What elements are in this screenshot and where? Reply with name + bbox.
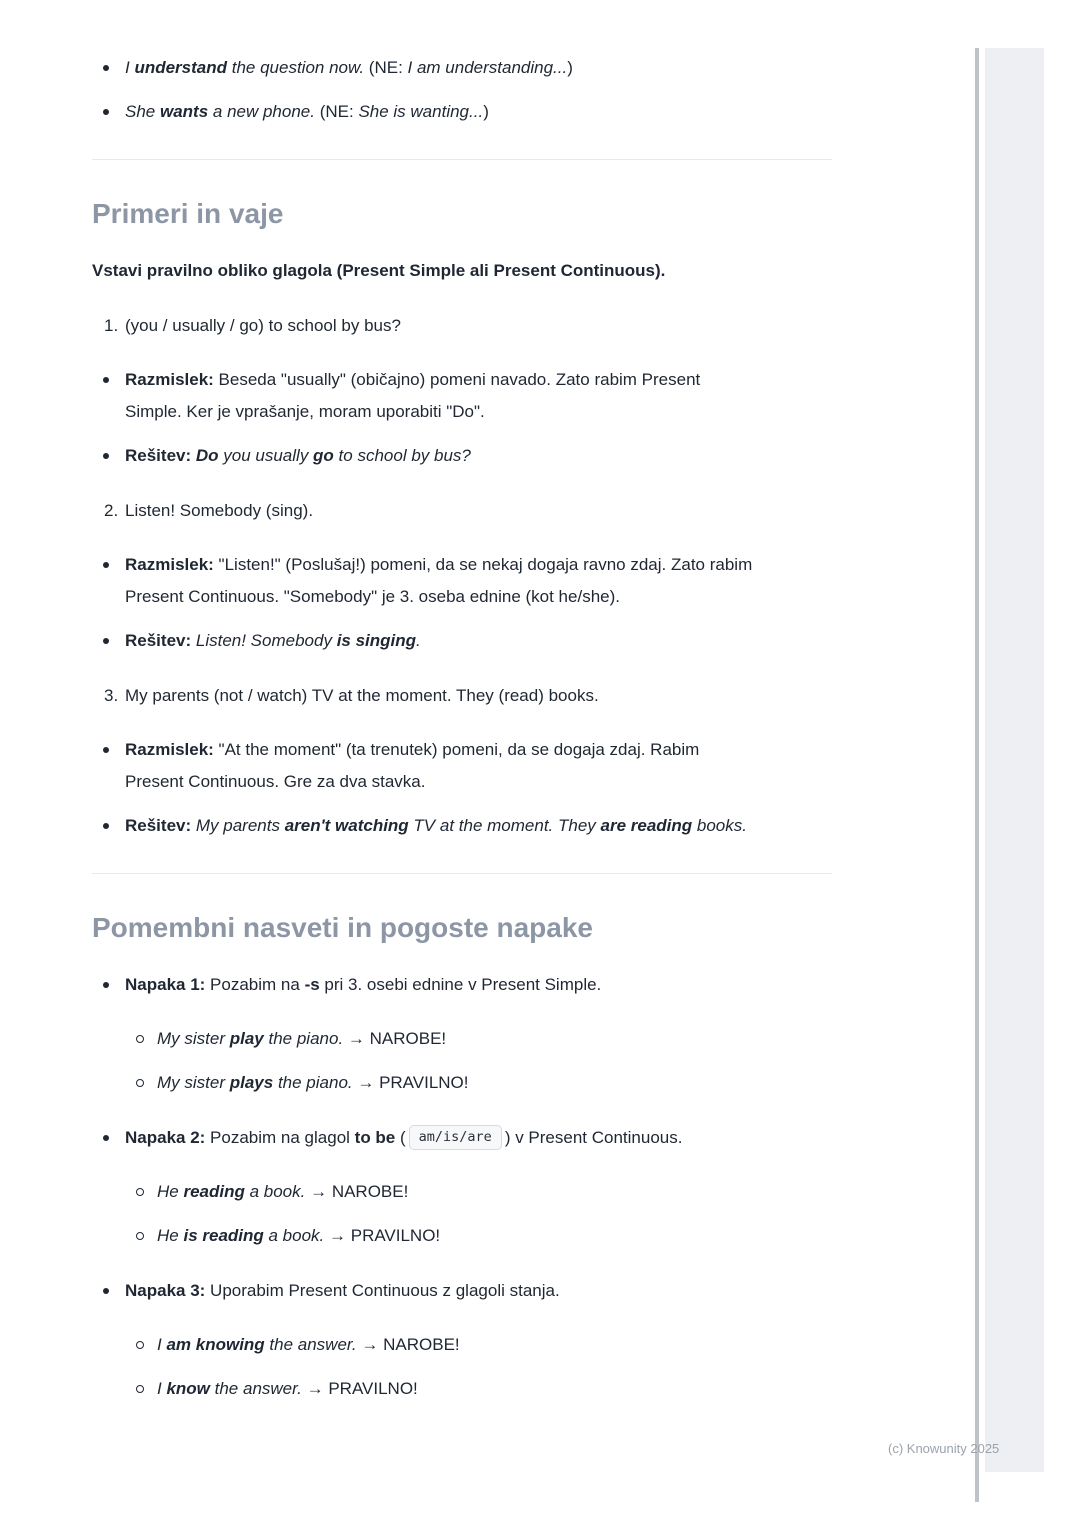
resitev-text xyxy=(125,625,757,657)
text-run: He xyxy=(157,1226,184,1245)
text-run: plays xyxy=(229,1073,274,1092)
exercise-number: 1. xyxy=(104,316,119,335)
circle-bullet-icon xyxy=(136,1067,157,1099)
razmislek-text xyxy=(125,549,757,613)
list-item xyxy=(92,1275,832,1307)
list-item xyxy=(92,969,832,1001)
text-run: -s xyxy=(304,975,320,994)
text-run: the piano. xyxy=(273,1073,353,1092)
text-run: Napaka 1: xyxy=(125,975,206,994)
text-run: I am understanding... xyxy=(407,58,568,77)
text-run: a book. xyxy=(244,1182,306,1201)
text-run: Beseda "usually" (običajno) pomeni navado. Zato rabim Present Simple. Ker je vprašanje, moram uporabiti "Do". xyxy=(125,370,701,421)
list-item xyxy=(92,1122,832,1154)
text-run: Rešitev: xyxy=(125,631,192,650)
bullet-icon xyxy=(103,549,125,613)
razmislek-text xyxy=(125,364,757,428)
text-run: Napaka 2: xyxy=(125,1128,206,1147)
list-item xyxy=(92,625,832,657)
bullet-icon xyxy=(103,52,125,84)
list-item xyxy=(92,1176,832,1208)
correct-example xyxy=(157,1373,789,1405)
list-item xyxy=(92,810,832,842)
circle-bullet-icon xyxy=(136,1329,157,1361)
scrollbar-thumb[interactable] xyxy=(975,48,979,1502)
text-run: Pozabim na xyxy=(205,975,305,994)
text-run: the question now. xyxy=(227,58,365,77)
document-content xyxy=(92,52,832,1405)
text-run: to be xyxy=(354,1128,396,1147)
exercise-number: 2. xyxy=(104,501,119,520)
mistake-example-list xyxy=(92,1329,832,1405)
mistake-example-list xyxy=(92,1023,832,1099)
exercise-item xyxy=(92,310,832,472)
text-run: is reading xyxy=(183,1226,264,1245)
text-run: Uporabim Present Continuous z glagoli stanja. xyxy=(205,1281,560,1300)
text-run: Rešitev: xyxy=(125,446,192,465)
text-run: the answer. xyxy=(264,1335,357,1354)
mistake-list xyxy=(92,969,832,1405)
text-run: She is wanting... xyxy=(358,102,484,121)
bullet-icon xyxy=(103,734,125,798)
text-run: ) xyxy=(483,102,489,121)
exercise-question xyxy=(125,310,832,342)
text-run: → NAROBE! xyxy=(356,1335,460,1354)
text-run: is singing xyxy=(336,631,417,650)
razmislek-text xyxy=(125,734,757,798)
text-run: My sister xyxy=(157,1029,230,1048)
text-run: My parents (not / watch) TV at the moment. They (read) books. xyxy=(125,686,599,705)
mistake-label xyxy=(125,1122,832,1154)
bullet-icon xyxy=(103,625,125,657)
text-run: (you / usually / go) to school by bus? xyxy=(125,316,401,335)
list-item xyxy=(92,549,832,613)
text-run: books. xyxy=(692,816,747,835)
text-run: → PRAVILNO! xyxy=(352,1073,469,1092)
text-run: understand xyxy=(134,58,228,77)
text-run: TV at the moment. They xyxy=(408,816,601,835)
text-run: → PRAVILNO! xyxy=(324,1226,441,1245)
bullet-icon xyxy=(103,810,125,842)
exercise-number: 3. xyxy=(104,686,119,705)
text-run: Listen! Somebody xyxy=(195,631,337,650)
text-run: go xyxy=(313,446,334,465)
exercise-question xyxy=(125,680,832,712)
text-run: Rešitev: xyxy=(125,816,192,835)
text-run: I xyxy=(157,1379,167,1398)
exercise-item xyxy=(92,495,832,657)
text-run: My sister xyxy=(157,1073,230,1092)
exercise-list xyxy=(92,310,832,842)
intro-bullet-list xyxy=(92,52,832,128)
circle-bullet-icon xyxy=(136,1023,157,1055)
text-run: Do xyxy=(195,446,219,465)
text-run: I xyxy=(157,1335,167,1354)
wrong-example xyxy=(157,1329,789,1361)
mistake-label xyxy=(125,1275,832,1307)
bullet-icon xyxy=(103,440,125,472)
list-item xyxy=(92,364,832,428)
bullet-icon xyxy=(103,96,125,128)
text-run: Pozabim na glagol xyxy=(205,1128,355,1147)
text-run: I xyxy=(125,58,135,77)
text-run: are reading xyxy=(600,816,693,835)
text-run: am knowing xyxy=(166,1335,265,1354)
text-run: (NE: xyxy=(364,58,408,77)
example-sentence xyxy=(125,96,832,128)
section-title-nasveti: Pomembni nasveti in pogoste napake xyxy=(92,912,594,943)
text-run: know xyxy=(166,1379,210,1398)
text-run: wants xyxy=(159,102,209,121)
text-run: (NE: xyxy=(314,102,359,121)
code-chip: am/is/are xyxy=(409,1125,502,1150)
mistake-item xyxy=(92,1122,832,1252)
mistake-item xyxy=(92,1275,832,1405)
list-item xyxy=(92,440,832,472)
exercise-question xyxy=(125,495,832,527)
mistake-item xyxy=(92,969,832,1099)
text-run: play xyxy=(229,1029,264,1048)
list-item xyxy=(92,1023,832,1055)
text-run: My parents xyxy=(195,816,285,835)
text-run: aren't watching xyxy=(284,816,409,835)
exercise-instruction: Vstavi pravilno obliko glagola (Present Simple ali Present Continuous). xyxy=(92,261,666,280)
exercise-point-list xyxy=(92,364,832,472)
text-run: Razmislek: xyxy=(125,555,214,574)
section-divider xyxy=(92,873,832,874)
mistake-example-list xyxy=(92,1176,832,1252)
correct-example xyxy=(157,1067,789,1099)
text-run: Napaka 3: xyxy=(125,1281,206,1300)
text-run: Razmislek: xyxy=(125,740,214,759)
example-sentence xyxy=(125,52,832,84)
bullet-icon xyxy=(103,969,125,1001)
wrong-example xyxy=(157,1176,789,1208)
list-item xyxy=(92,96,832,128)
exercise-question-row xyxy=(92,680,832,712)
text-run: reading xyxy=(183,1182,245,1201)
mistake-label xyxy=(125,969,832,1001)
text-run: ( xyxy=(395,1128,406,1147)
list-item xyxy=(92,52,832,84)
bullet-icon xyxy=(103,1122,125,1154)
text-run: the answer. xyxy=(209,1379,302,1398)
text-run: ) xyxy=(567,58,573,77)
text-run: the piano. xyxy=(263,1029,344,1048)
text-run: → NAROBE! xyxy=(343,1029,447,1048)
list-item xyxy=(92,734,832,798)
correct-example xyxy=(157,1220,789,1252)
text-run: "Listen!" (Poslušaj!) pomeni, da se nekaj dogaja ravno zdaj. Zato rabim Present Continuous. "Somebody" je 3. oseba ednine (kot he/she). xyxy=(125,555,753,606)
circle-bullet-icon xyxy=(136,1176,157,1208)
list-item xyxy=(92,1220,832,1252)
exercise-point-list xyxy=(92,734,832,842)
text-run: pri 3. osebi ednine v Present Simple. xyxy=(319,975,602,994)
copyright-text: (c) Knowunity 2025 xyxy=(888,1441,1000,1456)
text-run: Listen! Somebody (sing). xyxy=(125,501,314,520)
exercise-question-row xyxy=(92,310,832,342)
list-item xyxy=(92,1067,832,1099)
text-run: He xyxy=(157,1182,184,1201)
text-run: Razmislek: xyxy=(125,370,214,389)
text-run: "At the moment" (ta trenutek) pomeni, da se dogaja zdaj. Rabim Present Continuous. Gre za dva stavka. xyxy=(125,740,700,791)
list-item xyxy=(92,1329,832,1361)
text-run: a new phone. xyxy=(208,102,315,121)
text-run: to school by bus? xyxy=(333,446,471,465)
wrong-example xyxy=(157,1023,789,1055)
list-item xyxy=(92,1373,832,1405)
text-run: She xyxy=(125,102,160,121)
bullet-icon xyxy=(103,364,125,428)
text-run: a book. xyxy=(263,1226,325,1245)
text-run: ) v Present Continuous. xyxy=(504,1128,683,1147)
section-divider xyxy=(92,159,832,160)
text-run: → PRAVILNO! xyxy=(301,1379,418,1398)
text-run: . xyxy=(416,631,421,650)
exercise-item xyxy=(92,680,832,842)
bullet-icon xyxy=(103,1275,125,1307)
exercise-question-row xyxy=(92,495,832,527)
text-run: → NAROBE! xyxy=(305,1182,409,1201)
text-run: you usually xyxy=(218,446,314,465)
circle-bullet-icon xyxy=(136,1220,157,1252)
exercise-point-list xyxy=(92,549,832,657)
circle-bullet-icon xyxy=(136,1373,157,1405)
resitev-text xyxy=(125,810,757,842)
scrollbar-track[interactable] xyxy=(985,48,1044,1472)
section-title-primeri: Primeri in vaje xyxy=(92,198,284,229)
resitev-text xyxy=(125,440,757,472)
